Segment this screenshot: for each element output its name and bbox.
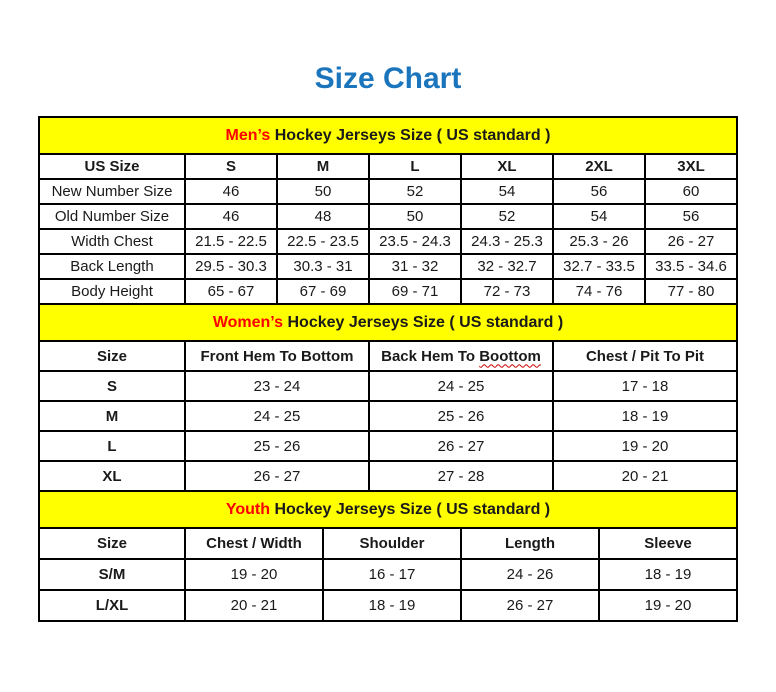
col-header: Shoulder: [323, 528, 461, 559]
size-value: 56: [645, 204, 737, 229]
size-value: 19 - 20: [599, 590, 737, 621]
size-value: 23 - 24: [185, 371, 369, 401]
table-row: [39, 179, 737, 204]
row-label: L/XL: [39, 590, 185, 621]
col-header: XL: [461, 154, 553, 179]
col-header: M: [277, 154, 369, 179]
size-value: 26 - 27: [185, 461, 369, 491]
col-header: S: [185, 154, 277, 179]
row-label: Width Chest: [39, 229, 185, 254]
row-label: M: [39, 401, 185, 431]
row-label: New Number Size: [39, 179, 185, 204]
size-value: 27 - 28: [369, 461, 553, 491]
womens-header-row: [39, 341, 737, 371]
table-row: [39, 254, 737, 279]
mens-section-rest: Hockey Jerseys Size ( US standard ): [274, 126, 551, 144]
size-chart: [38, 116, 738, 622]
size-value: 18 - 19: [323, 590, 461, 621]
size-value: 18 - 19: [599, 559, 737, 590]
misspelled-word: Boottom: [479, 347, 541, 365]
size-value: 50: [369, 204, 461, 229]
col-header: Chest / Width: [185, 528, 323, 559]
mens-section-band: [39, 117, 737, 154]
womens-section-rest: Hockey Jerseys Size ( US standard ): [287, 313, 564, 331]
size-value: 25 - 26: [185, 431, 369, 461]
table-row: [39, 229, 737, 254]
youth-header-row: [39, 528, 737, 559]
col-header: Size: [39, 528, 185, 559]
size-value: 17 - 18: [553, 371, 737, 401]
col-header: Size: [39, 341, 185, 371]
size-value: 20 - 21: [553, 461, 737, 491]
womens-section-title: [39, 304, 737, 341]
size-value: 24 - 25: [185, 401, 369, 431]
col-header: [369, 341, 553, 371]
row-label: Old Number Size: [39, 204, 185, 229]
size-value: 25 - 26: [369, 401, 553, 431]
size-value: 24.3 - 25.3: [461, 229, 553, 254]
table-row: [39, 461, 737, 491]
col-header-text: Back Hem To: [381, 347, 476, 365]
size-value: 74 - 76: [553, 279, 645, 304]
size-value: 24 - 25: [369, 371, 553, 401]
size-value: 24 - 26: [461, 559, 599, 590]
size-value: 54: [461, 179, 553, 204]
mens-section-title: [39, 117, 737, 154]
womens-size-table: [38, 303, 738, 492]
size-value: 60: [645, 179, 737, 204]
youth-size-table: [38, 490, 738, 622]
size-value: 72 - 73: [461, 279, 553, 304]
col-header: Front Hem To Bottom: [185, 341, 369, 371]
col-header: Sleeve: [599, 528, 737, 559]
mens-header-row: [39, 154, 737, 179]
size-value: 54: [553, 204, 645, 229]
size-value: 48: [277, 204, 369, 229]
table-row: [39, 401, 737, 431]
size-value: 21.5 - 22.5: [185, 229, 277, 254]
size-value: 26 - 27: [645, 229, 737, 254]
size-value: 25.3 - 26: [553, 229, 645, 254]
col-header: 3XL: [645, 154, 737, 179]
size-value: 32 - 32.7: [461, 254, 553, 279]
size-value: 19 - 20: [553, 431, 737, 461]
womens-section-band: [39, 304, 737, 341]
mens-section-highlight: Men’s: [225, 126, 271, 144]
youth-section-highlight: Youth: [225, 500, 270, 518]
size-value: 22.5 - 23.5: [277, 229, 369, 254]
mens-size-table: [38, 116, 738, 305]
table-row: [39, 431, 737, 461]
size-value: 19 - 20: [185, 559, 323, 590]
size-value: 65 - 67: [185, 279, 277, 304]
size-value: 46: [185, 179, 277, 204]
size-value: 52: [369, 179, 461, 204]
col-header: US Size: [39, 154, 185, 179]
table-row: [39, 590, 737, 621]
size-value: 23.5 - 24.3: [369, 229, 461, 254]
size-value: 69 - 71: [369, 279, 461, 304]
size-value: 16 - 17: [323, 559, 461, 590]
col-header: L: [369, 154, 461, 179]
youth-section-title: [39, 491, 737, 528]
row-label: S: [39, 371, 185, 401]
size-value: 56: [553, 179, 645, 204]
size-value: 67 - 69: [277, 279, 369, 304]
size-value: 52: [461, 204, 553, 229]
col-header: Chest / Pit To Pit: [553, 341, 737, 371]
table-row: [39, 204, 737, 229]
table-row: [39, 371, 737, 401]
youth-section-band: [39, 491, 737, 528]
size-value: 77 - 80: [645, 279, 737, 304]
size-value: 18 - 19: [553, 401, 737, 431]
size-value: 33.5 - 34.6: [645, 254, 737, 279]
size-value: 30.3 - 31: [277, 254, 369, 279]
table-row: [39, 559, 737, 590]
youth-section-rest: Hockey Jerseys Size ( US standard ): [274, 500, 551, 518]
size-value: 26 - 27: [369, 431, 553, 461]
row-label: Body Height: [39, 279, 185, 304]
womens-section-highlight: Women’s: [212, 313, 284, 331]
page-title: Size Chart: [314, 62, 462, 95]
row-label: XL: [39, 461, 185, 491]
size-value: 50: [277, 179, 369, 204]
size-value: 26 - 27: [461, 590, 599, 621]
table-row: [39, 279, 737, 304]
size-value: 32.7 - 33.5: [553, 254, 645, 279]
size-value: 20 - 21: [185, 590, 323, 621]
size-value: 29.5 - 30.3: [185, 254, 277, 279]
row-label: L: [39, 431, 185, 461]
col-header: 2XL: [553, 154, 645, 179]
size-value: 31 - 32: [369, 254, 461, 279]
row-label: Back Length: [39, 254, 185, 279]
row-label: S/M: [39, 559, 185, 590]
size-value: 46: [185, 204, 277, 229]
col-header: Length: [461, 528, 599, 559]
